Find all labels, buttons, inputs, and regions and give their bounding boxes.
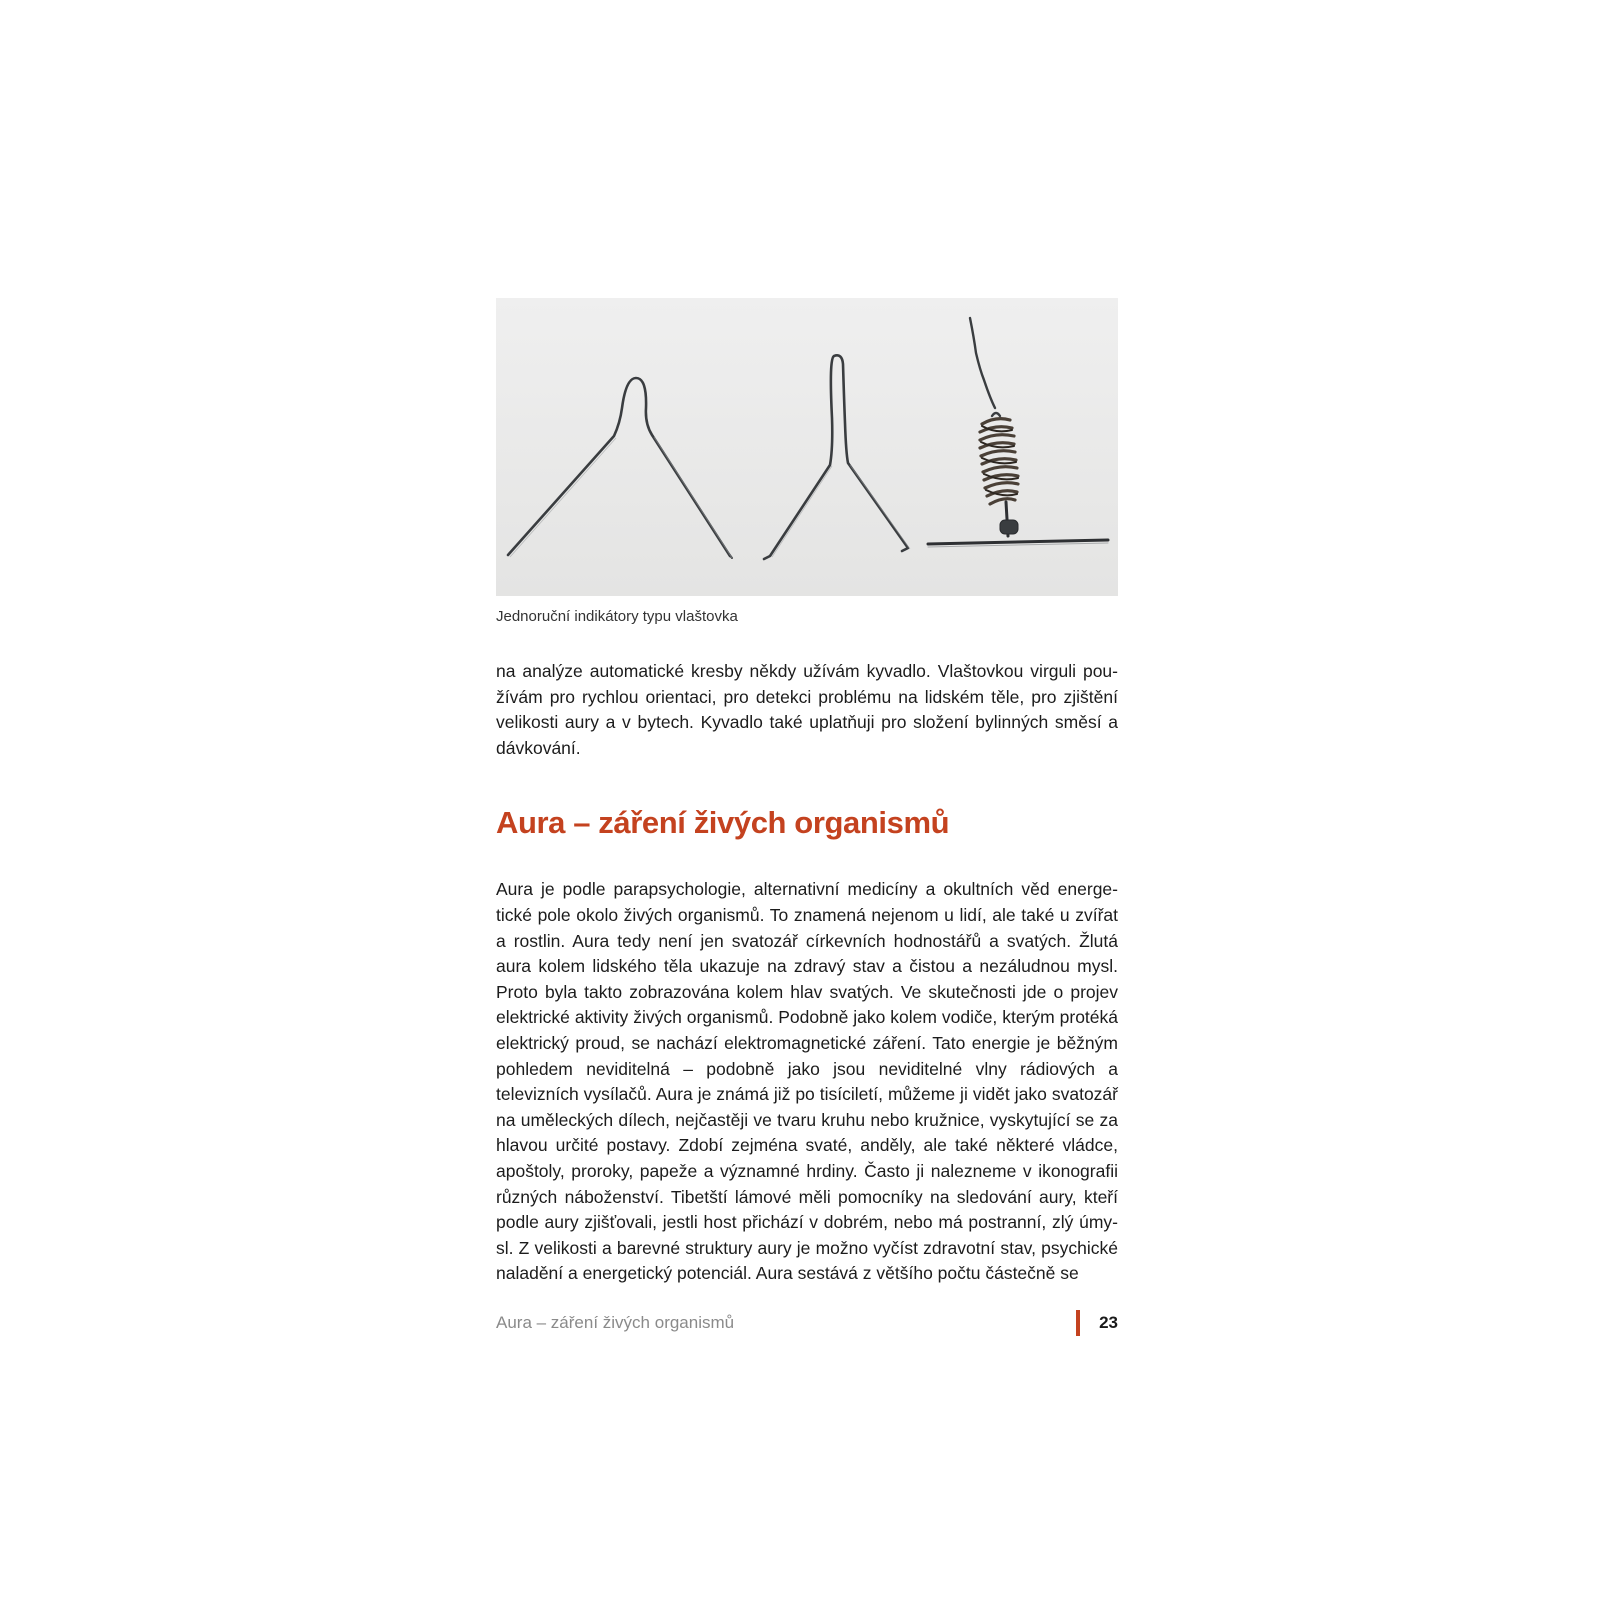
footer-accent-bar: [1076, 1310, 1080, 1336]
page-number: 23: [1099, 1313, 1118, 1332]
dowsing-rods-illustration: [496, 298, 1118, 596]
page-footer: [496, 1310, 1118, 1338]
page-content: [496, 298, 1118, 1287]
body-paragraph: Aura je podle parapsychologie, alternativní medicíny a okultních věd energetické pole okolo živých organismů. To znamená nejenom u lidí, ale také u zvířat a rostlin. Aura tedy není jen svatozář církevních hodnostářů a svatých. Žlutá aura kolem lidského těla ukazuje na zdravý stav a čistou a nezáludnou mysl. Proto byla takto zobrazována kolem hlav svatých. Ve skutečnosti jde o projev elektrické aktivity živých organismů. Podobně jako kolem vodiče, kterým protéká elektrický proud, se nachází elektromagnetické záření. Tato energie je běžným pohledem neviditelná – podobně jako jsou neviditelné vlny rádiových a televizních vysílačů. Aura je známá již po tisíciletí, můžeme ji vidět jako svatozář na uměleckých dílech, nejčastěji ve tvaru kruhu nebo kružnice, vyskytující se za hlavou určité postavy. Zdobí zejména svaté, anděly, ale také některé vládce, apoštoly, proroky, papeže a významné hrdiny. Často ji nalezneme v ikonografii různých náboženství. Tibetští lámové měli pomocníky na sledování aury, kteří podle aury zjišťovali, jestli host přichází v dobrém, nebo má postranní, zlý úmysl. Z velikosti a barevné struktury aury je možno vyčíst zdravotní stav, psychické naladění a energetický potenciál. Aura sestává z většího počtu částečně se: [496, 879, 1118, 1284]
body-paragraph: na analýze automatické kresby někdy užívám kyvadlo. Vlaštovkou virguli používám pro rychlou orientaci, pro detekci problému na lidském těle, pro zjištění velikosti aury a v bytech. Kyvadlo také uplatňuji pro složení bylinných směsí a dávkování.: [496, 661, 1118, 758]
dowsing-rods-photo: [496, 298, 1118, 596]
section-heading: Aura – záření živých organismů: [496, 805, 950, 841]
running-title: Aura – záření živých organismů: [496, 1313, 735, 1332]
figure-caption: Jednoruční indikátory typu vlaštovka: [496, 608, 738, 625]
